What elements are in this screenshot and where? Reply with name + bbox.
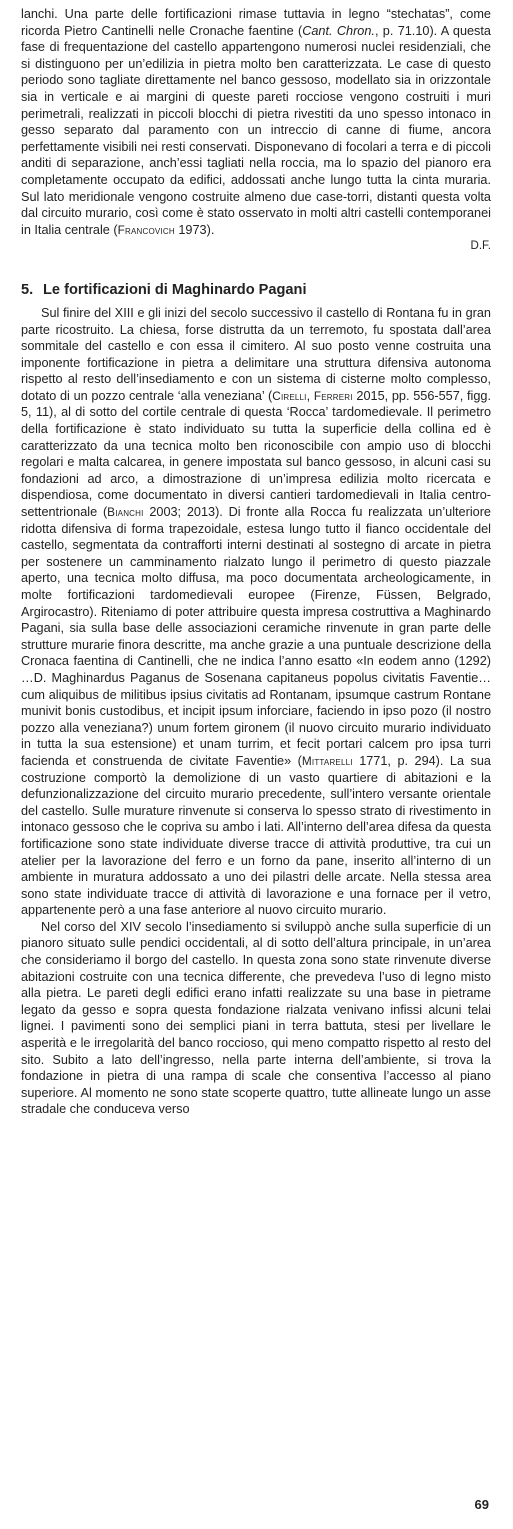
text-run: 2015, pp. 556-557, figg. 5, 11), al di sotto del cortile centrale di questa ‘Rocca’ tardomedievale. Il perimetro della fortificazione è stato individuato su tutta la superficie della collina ed è caratterizzato da una tecnica molto ben riconoscibile con ampio uso di blocchi regolari e malta calcarea, in genere impostata sul banco gessoso, in alcuni casi su fondazioni ad arco, a dimostrazione di un’impresa edilizia molto ricercata e dispendiosa, come documentato in diversi cantieri tardomedievali in Italia centro-settentrionale ( [21, 388, 491, 520]
paragraph-continuation [21, 6, 491, 238]
section-heading [21, 281, 491, 299]
text-run: 1771, p. 294). La sua costruzione comportò la demolizione di un vasto quartiere di abitazioni e la defunzionalizzazione del circuito murario precedente, sull’intero versante orientale del castello. Sulle murature rinvenute si conserva lo spesso strato di rivestimento in intonaco gessoso che le copriva su ambo i lati. All’interno dell’area difesa da questa fortificazione sono state individuate diverse tracce di attività produttive, tra cui un atelier per la lavorazione del ferro e un forno da pane, inserito all’interno di un ambiente in muratura addossato a uno dei pilastri delle arcate. Nella stessa area sono state individuate tracce di attività di lavorazione e una fornace per il vetro, appartenente però a una fase anteriore al nuovo circuito murario. [21, 753, 491, 918]
author-citation: Cirelli [272, 388, 307, 403]
page-number: 69 [474, 1497, 489, 1512]
author-citation: Bianchi [107, 505, 144, 520]
page-body [21, 6, 491, 1118]
text-run: lanchi. Una parte delle fortificazioni rimase tuttavia in legno “stechatas”, come ricorda Pietro Cantinelli nelle Cronache faentine ( [21, 7, 491, 38]
author-citation: Ferreri [313, 388, 353, 403]
text-run: Nel corso del XIV secolo l’insediamento si sviluppò anche sulla superficie di un pianoro situato sulle pendici occidentali, al di sotto dell’altura principale, in un’area che consideriamo il borgo del castello. In questa zona sono state rinvenute diverse abitazioni costruite con una tecnica differente, che prevedeva l’uso di legno misto alla pietra. Le pareti degli edifici erano infatti realizzate su una base in pietrame legato da gesso e sopra questa fondazione rialzata venivano infissi alcuni telai lignei. I pavimenti sono dei semplici piani in terra battuta, stesi per livellare le asperità e le irregolarità del banco roccioso, qui meno compatto rispetto al resto del sito. Subito a lato dell’ingresso, nella parte interna dell’ambiente, si trova la fondazione in pietra di una rampa di scale che consentiva l’accesso al piano superiore. Al momento ne sono state scoperte quattro, tutte allineate lungo un asse stradale che conduceva verso [21, 919, 491, 1117]
citation-italic: Cant. Chron. [302, 23, 375, 38]
text-run: , [306, 388, 314, 403]
text-run: Sul finire del XIII e gli inizi del secolo successivo il castello di Rontana fu in gran parte ricostruito. La chiesa, forse distrutta da un terremoto, fu spostata dall’area sommitale del castello e con essa il cimitero. Al suo posto venne costruita una imponente fortificazione in pietra a delimitare una struttura difensiva autonoma rispetto al resto dell’insediamento e con un sistema di cisterne molto complesso, dotato di un pozzo centrale ‘alla veneziana’ ( [21, 305, 491, 403]
text-run: 1973). [174, 222, 215, 237]
paragraph-borgo [21, 919, 491, 1118]
section-number: 5. [21, 281, 34, 298]
text-run: 2003; 2013). Di fronte alla Rocca fu realizzata un’ulteriore ridotta difensiva di forma trapezoidale, estesa lungo tutto il fianco occidentale del castello, segmentata da contrafforti interni destinati al sostegno di arcate in pietra per sostenere un camminamento rialzato lungo il perimetro di questo piazzale aperto, una tecnica molto diffusa, ma poco documentata archeologicamente, in molte fortificazioni tardomedievali europee (Firenze, Füssen, Belgrado, Argirocastro). Riteniamo di poter attribuire questa impresa costruttiva a Maghinardo Pagani, sia sulla base delle associazioni ceramiche rinvenute in gran parte delle strutture murarie finora descritte, ma anche grazie a una puntuale descrizione della Cronaca faentina di Cantinelli, che ne indica l’anno esatto «In eodem anno (1292) …D. Maghinardus Paganus de Sosenana capitaneus popolus civitatis Faventie…cum aliquibus de militibus ipsius civitatis ad Rontanam, ipsumque castrum Rontane munivit bonis custodibus, et incipit ipsum inforciare, faciendo in ipso pozo (il nostro pozzo alla veneziana?) unum fortem gironem (il nuovo circuito murario individuato in tutta la sua estensione) et unam turrim, et fecit portari calcem pro ipsa turri facienda et construenda de civitate Faventie» ( [21, 505, 491, 768]
text-run: , p. 71.10). A questa fase di frequentazione del castello appartengono numerosi nuclei residenziali, che si distinguono per un’edilizia in pietra molto ben caratterizzata. Le case di questo periodo sono tagliate direttamente nel banco gessoso, modellato sia in orizzontale sia in verticale e ai margini di queste pareti rocciose vengono costruiti i muri perimetrali, realizzati in piccoli blocchi di pietra rivestiti da uno spesso intonaco in gesso separato dal paramento con un intreccio di canne di fiume, ancora perfettamente visibili nei resti conservati. Disponevano di focolari a terra e di piccoli anditi di separazione, anch’essi tagliati nella roccia, ma lo spazio del pianoro era completamente occupato da edifici, addossati anche lungo tutta la cinta muraria. Sul lato meridionale vengono costruite almeno due case-torri, distanti questa volta dal circuito murario, così come è stato osservato in molti altri castelli contemporanei in Italia centrale ( [21, 23, 491, 237]
paragraph-fortifications [21, 305, 491, 919]
author-citation: Francovich [117, 222, 175, 237]
author-signature: D.F. [470, 240, 491, 253]
section-title: Le fortificazioni di Maghinardo Pagani [43, 281, 307, 298]
author-citation: Mittarelli [301, 753, 353, 768]
